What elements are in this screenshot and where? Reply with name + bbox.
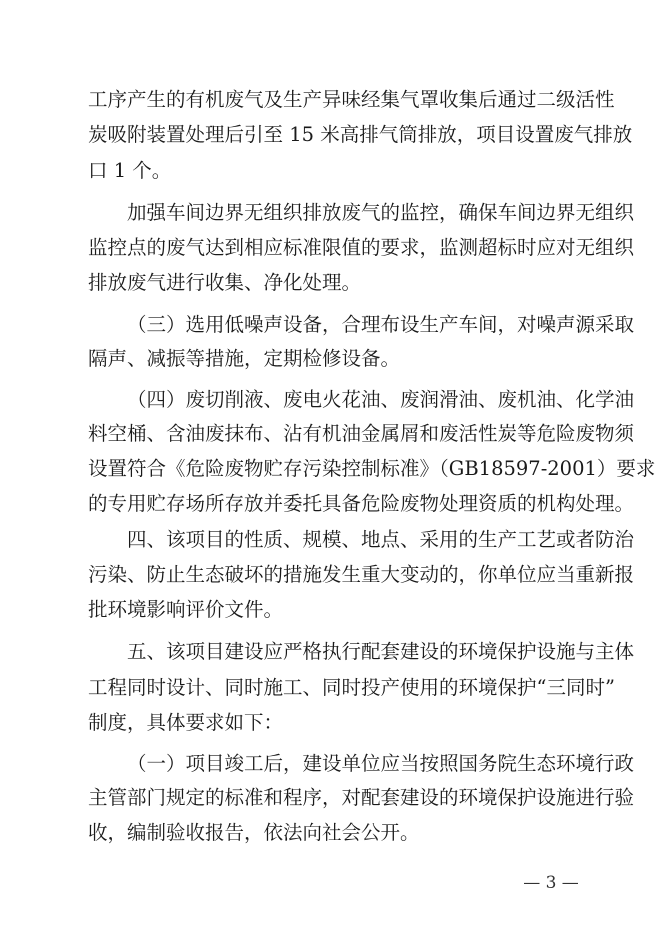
paragraph-4-line-2: 料空桶、含油废抹布、沾有机油金属屑和废活性炭等危险废物须 xyxy=(88,422,635,445)
paragraph-2-line-2: 监控点的废气达到相应标准限值的要求，监测超标时应对无组织 xyxy=(88,236,635,259)
paragraph-3-line-2: 隔声、减振等措施，定期检修设备。 xyxy=(88,347,401,370)
paragraph-6-line-2: 工程同时设计、同时施工、同时投产使用的环境保护“三同时” xyxy=(88,676,615,699)
paragraph-2-line-1: 加强车间边界无组织排放废气的监控，确保车间边界无组织 xyxy=(127,201,635,224)
paragraph-3-line-1: （三）选用低噪声设备，合理布设生产车间，对噪声源采取 xyxy=(127,313,635,336)
paragraph-5-line-2: 污染、防止生态破坏的措施发生重大变动的，你单位应当重新报 xyxy=(88,563,635,586)
paragraph-5-line-3: 批环境影响评价文件。 xyxy=(88,598,284,621)
paragraph-6-line-3: 制度，具体要求如下： xyxy=(88,711,284,734)
paragraph-6-line-1: 五、该项目建设应严格执行配套建设的环境保护设施与主体 xyxy=(127,640,635,663)
paragraph-2-line-3: 排放废气进行收集、净化处理。 xyxy=(88,271,362,294)
paragraph-4-line-3: 设置符合《危险废物贮存污染控制标准》（GB18597-2001）要求 xyxy=(88,457,656,480)
paragraph-7-line-1: （一）项目竣工后，建设单位应当按照国务院生态环境行政 xyxy=(127,752,635,775)
paragraph-5-line-1: 四、该项目的性质、规模、地点、采用的生产工艺或者防治 xyxy=(127,528,635,551)
paragraph-7-line-2: 主管部门规定的标准和程序，对配套建设的环境保护设施进行验 xyxy=(88,786,635,809)
paragraph-1-line-3: 口 1 个。 xyxy=(88,159,172,182)
paragraph-1-line-1: 工序产生的有机废气及生产异味经集气罩收集后通过二级活性 xyxy=(88,88,615,111)
page-number: — 3 — xyxy=(523,873,579,893)
paragraph-4-line-4: 的专用贮存场所存放并委托具备危险废物处理资质的机构处理。 xyxy=(88,492,635,515)
paragraph-7-line-3: 收，编制验收报告，依法向社会公开。 xyxy=(88,821,420,844)
paragraph-1-line-2: 炭吸附装置处理后引至 15 米高排气筒排放，项目设置废气排放 xyxy=(88,123,633,146)
paragraph-4-line-1: （四）废切削液、废电火花油、废润滑油、废机油、化学油 xyxy=(127,388,635,411)
